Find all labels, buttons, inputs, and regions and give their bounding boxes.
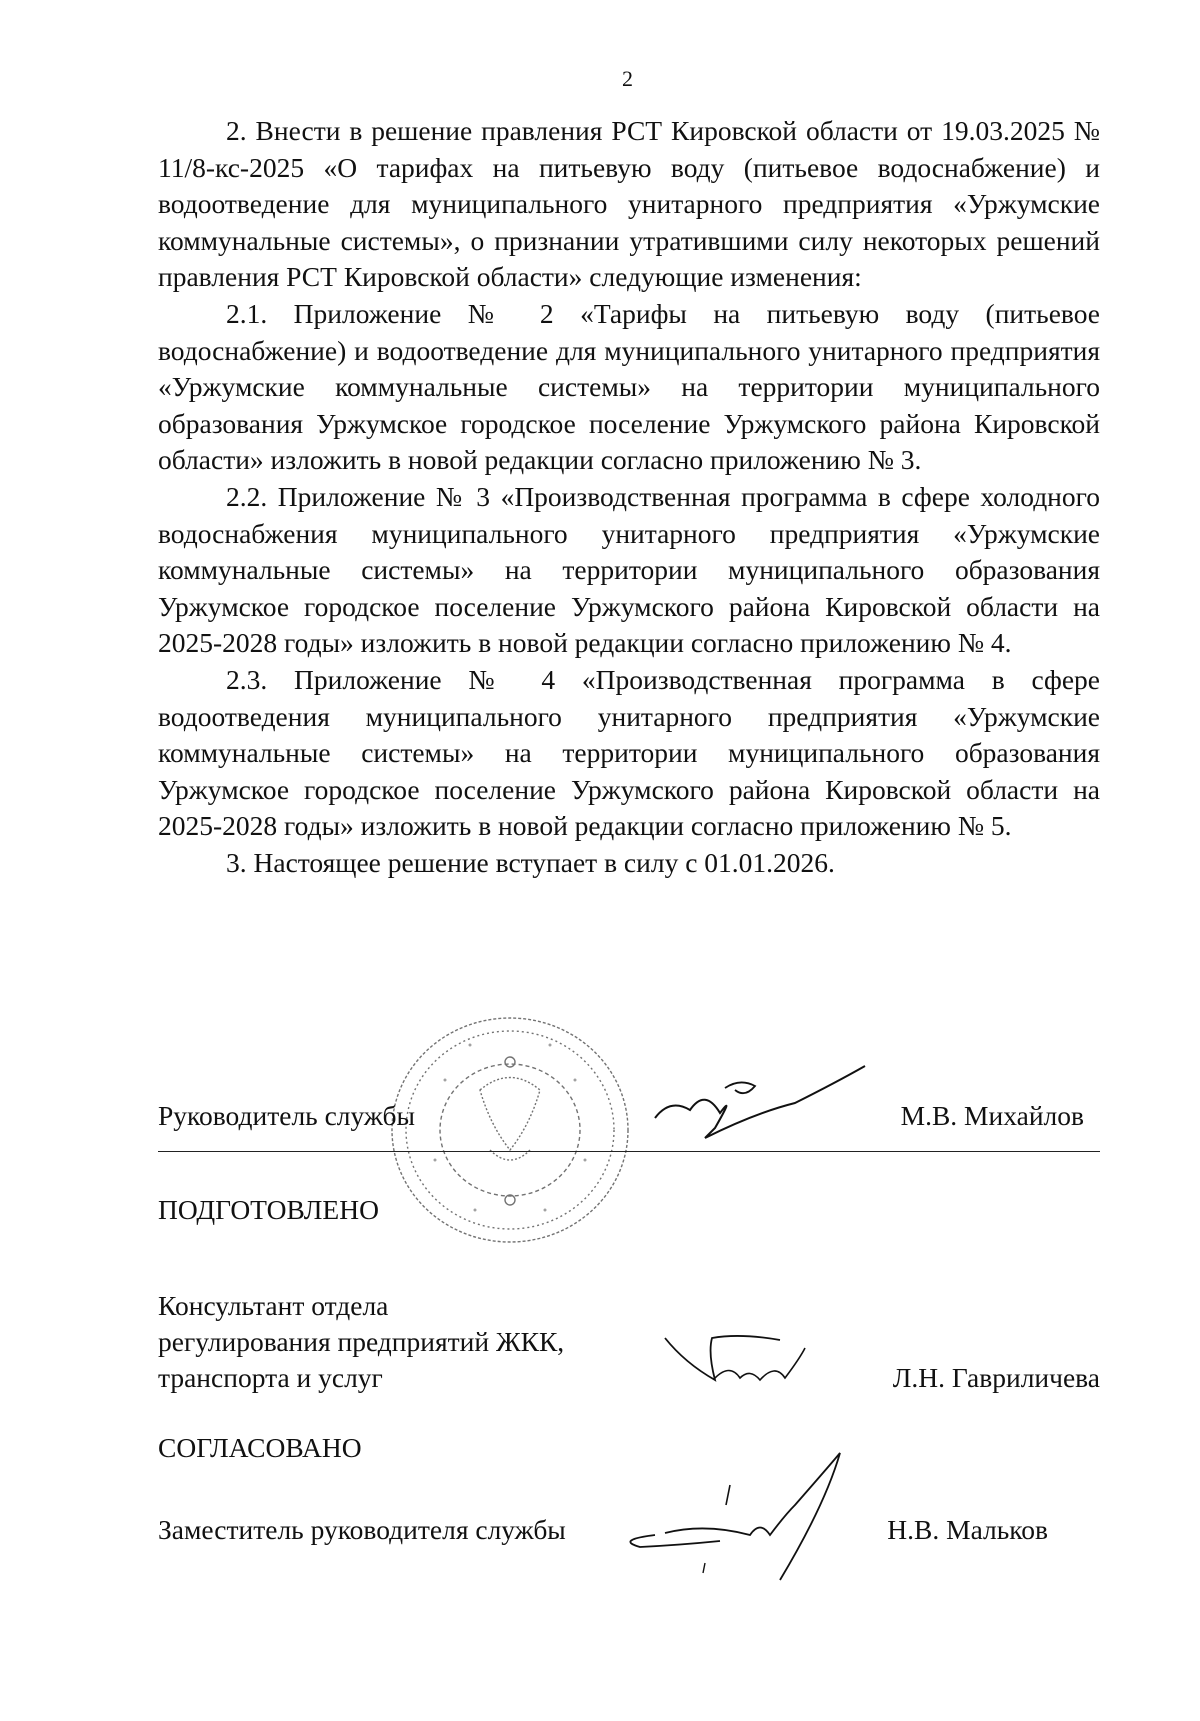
prepared-position-line-1: Консультант отдела [158,1290,389,1321]
paragraph-2: 2. Внести в решение правления РСТ Кировской области от 19.03.2025 № 11/8-кс-2025 «О тарифах на питьевую воду (питьевое водоснабжение) и водоотведение для муниципального унитарного предприятия «Уржумские коммунальные системы», о признании утратившими силу некоторых решений правления РСТ Кировской области» следующие изменения: [158,115,1100,293]
page-number: 2 [622,66,633,91]
separator-line [158,1151,1100,1152]
prepared-position-line-2: регулирования предприятий ЖКК, [158,1326,565,1357]
signature-agreed [610,1445,880,1590]
head-position: Руководитель службы [158,1100,416,1131]
signature-row-prepared [158,1288,1100,1398]
agreed-heading: СОГЛАСОВАНО [158,1432,362,1463]
signature-prepared [660,1318,830,1398]
head-name: М.В. Михайлов [900,1100,1084,1131]
paragraph-2-3: 2.3. Приложение № 4 «Производственная программа в сфере водоотведения муниципального унитарного предприятия «Уржумские коммунальные системы» на территории муниципального образования Уржумское городское поселение Уржумского района Кировской области на 2025-2028 годы» изложить в новой редакции согласно приложению № 5. [158,663,1100,842]
paragraph-2-2: 2.2. Приложение № 3 «Производственная программа в сфере холодного водоснабжения муниципального унитарного предприятия «Уржумские коммунальные системы» на территории муниципального образования Уржумское городское поселение Уржумского района Кировской области на 2025-2028 годы» изложить в новой редакции согласно приложению № 4. [158,480,1100,659]
paragraph-2-1: 2.1. Приложение № 2 «Тарифы на питьевую воду (питьевое водоснабжение) и водоотведение для муниципального унитарного предприятия «Уржумские коммунальные системы» на территории муниципального образования Уржумское городское поселение Уржумского района Кировской области» изложить в новой редакции согласно приложению № 3. [158,297,1100,476]
prepared-position [158,1288,564,1396]
document-body [158,113,1100,881]
agreed-name: Н.В. Мальков [887,1514,1048,1545]
signature-head [645,1058,875,1148]
prepared-position-line-3: транспорта и услуг [158,1362,383,1393]
official-seal [385,1010,635,1250]
agreed-position: Заместитель руководителя службы [158,1514,566,1545]
prepared-heading: ПОДГОТОВЛЕНО [158,1194,379,1225]
prepared-name: Л.Н. Гавриличева [892,1362,1100,1393]
paragraph-3: 3. Настоящее решение вступает в силу с 01.01.2026. [226,846,835,878]
